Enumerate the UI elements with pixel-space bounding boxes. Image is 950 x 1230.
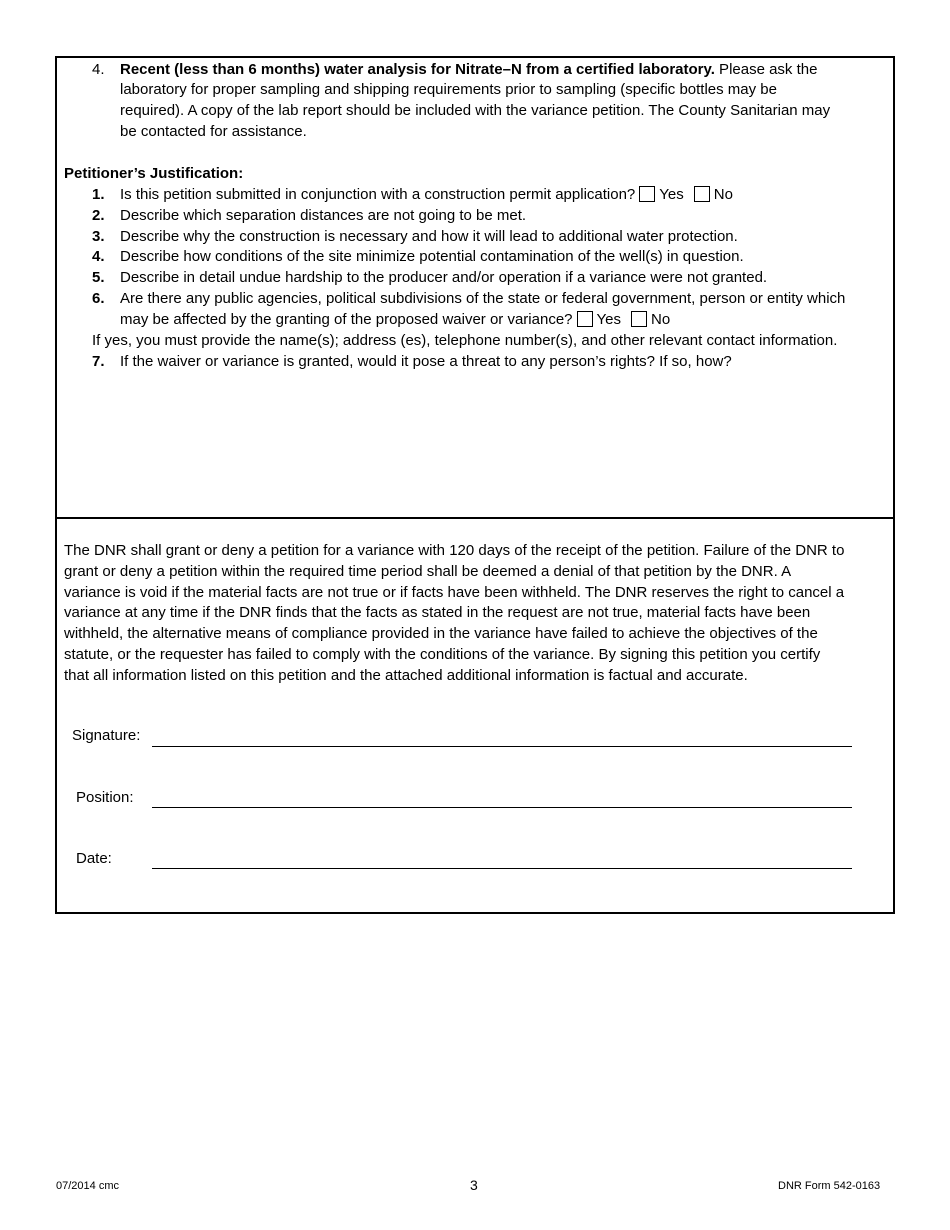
signature-label: Signature: — [72, 727, 141, 744]
statement-line: that all information listed on this petition and the attached additional information is factual and accurate. — [64, 666, 748, 684]
item-number: 2. — [92, 207, 105, 224]
item-text: Describe in detail undue hardship to the producer and/or operation if a variance were not granted. — [120, 269, 768, 286]
statement-line: The DNR shall grant or deny a petition for a variance with 120 days of the receipt of the petition. Failure of the DNR to — [64, 542, 845, 559]
item4-line1 — [92, 60, 817, 80]
yes-label: Yes — [659, 186, 684, 203]
position-label: Position: — [76, 789, 134, 806]
justification-item-1 — [92, 185, 733, 205]
justification-item-6 — [92, 289, 845, 309]
justification-item-4 — [92, 247, 744, 267]
item4-line4: be contacted for assistance. — [120, 123, 307, 140]
justification-item-6-cont — [120, 310, 670, 330]
no-label: No — [650, 311, 671, 328]
item4-line1-rest: Please ask the — [714, 61, 818, 78]
statement-line: withheld, the alternative means of compliance provided in the variance have failed to achieve the objectives of the — [64, 625, 818, 643]
certification-statement — [64, 541, 890, 687]
item4-number: 4. — [92, 61, 105, 78]
item-text: Is this petition submitted in conjunction with a construction permit application? — [120, 186, 636, 203]
item4-line3: required). A copy of the lab report should be included with the variance petition. The County Sanitarian may — [120, 102, 831, 119]
position-field[interactable] — [152, 807, 852, 808]
statement-line: variance at any time if the DNR finds that the facts as stated in the request are not true, material facts have been — [64, 604, 811, 622]
item4-line2: laboratory for proper sampling and shipping requirements prior to sampling (specific bottles may be — [120, 81, 777, 98]
if-yes-note: If yes, you must provide the name(s); address (es), telephone number(s), and other relevant contact information. — [92, 332, 838, 349]
footer-revision: 07/2014 cmc — [56, 1180, 119, 1192]
item-number: 4. — [92, 248, 105, 265]
item-number: 7. — [92, 353, 105, 370]
item-number: 1. — [92, 186, 105, 203]
item-number: 3. — [92, 228, 105, 245]
item4-bold-text: Recent (less than 6 months) water analysis for Nitrate–N from a certified laboratory. — [120, 61, 715, 78]
item-text: Describe why the construction is necessary and how it will lead to additional water protection. — [120, 228, 738, 245]
item-text-cont: may be affected by the granting of the proposed waiver or variance? — [120, 311, 573, 328]
page-number: 3 — [470, 1177, 478, 1193]
item-text: Describe how conditions of the site minimize potential contamination of the well(s) in question. — [120, 248, 744, 265]
no-label: No — [713, 186, 733, 203]
signature-field[interactable] — [152, 746, 852, 747]
item-number: 6. — [92, 290, 105, 307]
statement-line: variance is void if the material facts are not true or if facts have been withheld. The DNR reserves the right to cancel a — [64, 583, 845, 601]
item-text: If the waiver or variance is granted, would it pose a threat to any person’s rights? If so, how? — [120, 353, 732, 370]
date-label: Date: — [76, 850, 112, 867]
justification-item-7 — [92, 352, 732, 372]
justification-item-5 — [92, 268, 767, 288]
item-text: Describe which separation distances are not going to be met. — [120, 207, 527, 224]
yes-label: Yes — [596, 311, 621, 328]
item-number: 5. — [92, 269, 105, 286]
affected-yes-checkbox[interactable] — [577, 311, 593, 327]
statement-line: statute, or the requester has failed to comply with the conditions of the variance. By signing this petition you certify — [64, 645, 821, 663]
footer-form-number: DNR Form 542-0163 — [778, 1180, 881, 1192]
date-field[interactable] — [152, 868, 852, 869]
permit-yes-checkbox[interactable] — [639, 186, 655, 202]
justification-item-3 — [92, 227, 738, 247]
justification-heading: Petitioner’s Justification: — [64, 165, 244, 182]
statement-line: grant or deny a petition within the required time period shall be deemed a denial of that petition by the DNR. A — [64, 562, 792, 580]
justification-item-2 — [92, 206, 526, 226]
affected-no-checkbox[interactable] — [631, 311, 647, 327]
item-text: Are there any public agencies, political subdivisions of the state or federal government, person or entity which — [120, 290, 846, 307]
permit-no-checkbox[interactable] — [694, 186, 710, 202]
